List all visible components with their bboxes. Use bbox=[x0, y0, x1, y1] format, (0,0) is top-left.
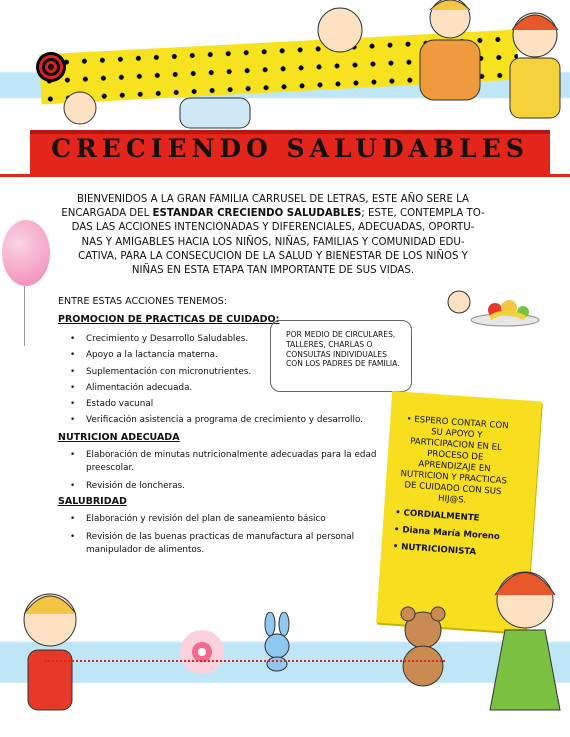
sticky-role: • NUTRICIONISTA bbox=[392, 541, 477, 558]
intro-line bbox=[58, 207, 488, 221]
sticky-signature: • Diana María Moreno bbox=[393, 524, 501, 543]
cartoon-baby-illustration bbox=[60, 88, 260, 133]
list-item: • Elaboración y revisión del plan de saneamiento básico bbox=[58, 513, 378, 526]
intro-text: ENCARGADA DEL bbox=[61, 208, 153, 220]
section-title-nutricion: NUTRICION ADECUADA bbox=[58, 432, 180, 443]
intro-line: NAS Y AMIGABLES HACIA LOS NIÑOS, NIÑAS, FAMILIAS Y COMUNIDAD EDU- bbox=[81, 236, 465, 248]
intro-text: ; ESTE, CONTEMPLA TO- bbox=[361, 208, 485, 220]
list-item: • Estado vacunal bbox=[58, 396, 378, 412]
balloon-string bbox=[24, 286, 25, 346]
balloon-illustration bbox=[2, 220, 50, 286]
teddy-bear-illustration bbox=[388, 600, 458, 690]
sticky-closing: • CORDIALMENTE bbox=[394, 507, 480, 524]
section-title-text: PROMOCION DE PRACTICAS DE CUIDADO bbox=[58, 314, 276, 325]
list-item: • Suplementación con micronutrientes. bbox=[58, 364, 378, 380]
intro-line: DAS LAS ACCIONES INTENCIONADAS Y DIFERENCIALES, ADECUADAS, OPORTU- bbox=[71, 222, 475, 234]
list-salubridad bbox=[58, 513, 378, 557]
intro-paragraph bbox=[58, 193, 488, 278]
divider-stripe bbox=[0, 174, 570, 177]
intro-emphasis: ESTANDAR CRECIENDO SALUDABLES bbox=[152, 208, 362, 220]
sticky-message: • ESPERO CONTAR CON SU APOYO Y PARTICIPACION EN EL PROCESO DE APRENDIZAJE EN NUTRICION Y PRACTICAS DE CUIDADO CON SUS HIJ@S. bbox=[400, 414, 509, 506]
intro-line: NIÑAS EN ESTA ETAPA TAN IMPORTANTE DE SUS VIDAS. bbox=[131, 265, 415, 277]
cartoon-boy-illustration bbox=[0, 580, 110, 730]
cartoon-girl-illustration bbox=[470, 560, 570, 730]
section-title-salubridad: SALUBRIDAD bbox=[58, 496, 127, 507]
list-nutricion bbox=[58, 449, 378, 493]
list-item: • Apoyo a la lactancia materna. bbox=[58, 347, 378, 363]
list-item: • Alimentación adecuada. bbox=[58, 380, 378, 396]
list-item: • Elaboración de minutas nutricionalmente adecuadas para la edad preescolar. bbox=[58, 449, 378, 475]
page-title: CRECIENDO SALUDABLES bbox=[51, 134, 529, 163]
actions-lead: ENTRE ESTAS ACCIONES TENEMOS: bbox=[58, 296, 228, 307]
list-item: • Crecimiento y Desarrollo Saludables. bbox=[58, 331, 378, 347]
section-title-promocion bbox=[58, 314, 279, 325]
intro-line: CATIVA, PARA LA CONSECUCION DE LA SALUD Y BIENESTAR DE LOS NIÑOS Y bbox=[78, 250, 468, 262]
target-icon bbox=[36, 52, 66, 82]
communication-note-text: POR MEDIO DE CIRCULARES, TALLERES, CHARLAS O CONSULTAS INDIVIDUALES CON LOS PADRES DE FAMILIA. bbox=[286, 330, 400, 369]
dotted-red-line bbox=[45, 660, 445, 664]
flower-illustration bbox=[180, 630, 224, 674]
intro-line: BIENVENIDOS A LA GRAN FAMILIA CARRUSEL DE LETRAS, ESTE AÑO SERE LA bbox=[76, 194, 470, 205]
child-with-fruit-illustration bbox=[445, 288, 540, 328]
sticky-note-content bbox=[392, 414, 513, 560]
list-item: • Revisión de loncheras. bbox=[58, 480, 378, 493]
cartoon-kids-illustration bbox=[300, 0, 570, 128]
list-item: • Revisión de las buenas practicas de manufactura al personal manipulador de alimentos. bbox=[58, 531, 378, 557]
list-item: • Verificación asistencia a programa de crecimiento y desarrollo. bbox=[58, 412, 378, 428]
section-title-suffix: : bbox=[275, 314, 280, 325]
